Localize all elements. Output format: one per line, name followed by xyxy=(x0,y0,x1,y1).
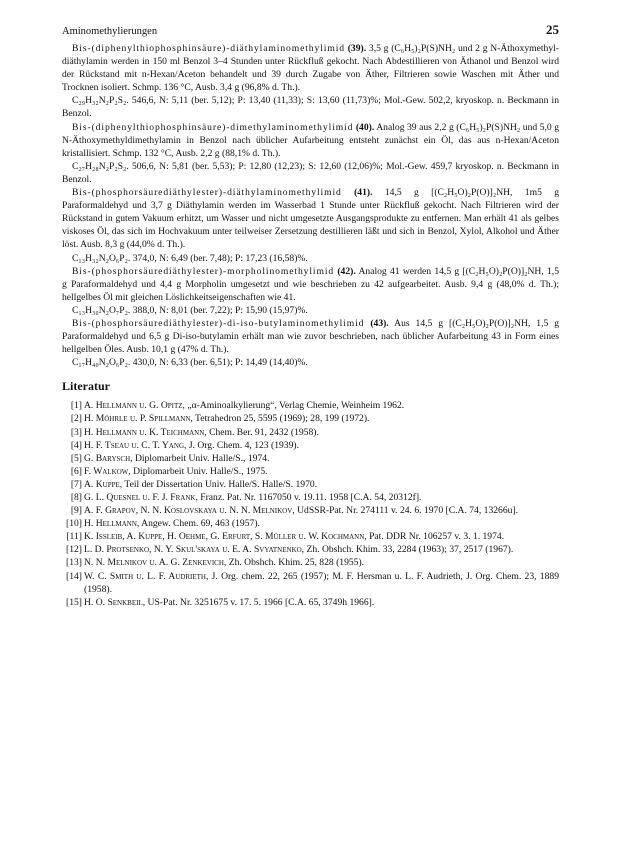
compound-procedure: 14,5 g [(C₂H₅O)₂P(O)]₂NH, 1m5 g Paraformaldehyd und 3,7 g Diäthylamin werden im Wasserbad 1 Stunde unter Rückfluß gekocht. Nach Filtrieren wird der Rückstand in gutem Vakuum erhitzt, um Wasser und nicht umgesetzte Ausgangsprodukte zu entfernen. Man erhält 41 als gelbes viskoses Öl, das sich im Hochvakuum unter teilweiser Zersetzung destillieren läßt und sich in Benzol, Xylol, Alkohol und Äther löst. Ausb. 8,3 g (44,0% d. Th.). xyxy=(62,187,560,251)
reference-source: Chem. Ber. 91, 2432 (1958). xyxy=(209,426,319,438)
reference-list xyxy=(62,399,559,609)
reference-source: Zh. Obshch. Khim. 25, 828 (1955). xyxy=(228,557,365,569)
compound-procedure: Aus 14,5 g [(C₂H₅O)₂P(O)]₂NH, 1,5 g Paraformaldehyd und 6,5 g Di-iso-butylamin erhält man wie zuvor beschrieben, nach üblicher Aufarbeitung 43 in Form eines hellgelben Öles. Ausb. 10,1 g (47% d. Th.). xyxy=(62,317,560,356)
reference-source: Pat. DDR Nr. 106257 v. 3. 1. 1974. xyxy=(369,531,505,543)
reference-authors: G. Barysch, xyxy=(84,452,133,464)
reference-source: Diplomarbeit Univ. Halle/S., 1975. xyxy=(133,465,268,477)
reference-source: J. Org. chem. 22, 265 (1957); M. F. Hersman u. L. F. Audrieth, J. Org. Chem. 23, 1889 (1958). xyxy=(84,570,559,595)
reference-source: US-Pat. Nr. 3251675 v. 17. 5. 1966 [C.A. 65, 3749h 1966]. xyxy=(147,596,375,608)
compound-name: Bis-(phosphorsäurediäthylester)-morpholinomethylimid xyxy=(72,265,335,277)
reference-number: [7] xyxy=(70,478,82,490)
compound-paragraph xyxy=(62,42,559,94)
reference-number: [12] xyxy=(66,544,82,556)
reference-number: [4] xyxy=(70,439,82,451)
compound-name: Bis-(diphenylthiophosphinsäure)-diäthylaminomethylimid xyxy=(72,43,345,54)
reference-source: Zh. Obshch. Khim. 33, 2284 (1963); 37, 2517 (1967). xyxy=(306,544,514,556)
reference-number: [13] xyxy=(66,557,82,569)
compound-number: (39). xyxy=(347,43,367,54)
reference-number: [9] xyxy=(70,505,82,517)
reference-number: [8] xyxy=(70,492,82,503)
reference-source: Franz. Pat. Nr. 1167050 v. 19.11. 1958 [C.A. 54, 20312f]. xyxy=(200,492,422,503)
reference-authors: H. F. Tseau u. C. T. Yang, xyxy=(84,439,187,451)
compound-name: Bis-(phosphorsäurediäthylester)-di-iso-butylaminomethylimid xyxy=(72,317,365,329)
compound-name: Bis-(phosphorsäurediäthylester)-diäthylaminomethylimid xyxy=(72,187,342,199)
reference-item xyxy=(62,517,559,530)
compound-analysis: C₁₇H₄₀N₂O₆P₂. 430,0, N: 6,33 (ber. 6,51); P: 14,49 (14,40)%. xyxy=(72,357,308,369)
reference-item xyxy=(62,426,559,439)
reference-item xyxy=(62,504,559,517)
compound-number: (40). xyxy=(355,121,375,133)
reference-authors: H. Hellmann, xyxy=(84,518,140,530)
reference-number: [14] xyxy=(66,570,82,582)
reference-authors: N. N. Melnikov u. A. G. Zenkevich, xyxy=(84,557,227,569)
compound-analysis: C₂₉H₃₂N₂P₂S₂. 546,6, N: 5,11 (ber. 5,12); P: 13,40 (11,33); S: 13,60 (11,73)%; Mol.-Gew. 502,2, kryoskop. n. Beckmann in Benzol. xyxy=(62,95,559,120)
reference-authors: A. Kuppe, xyxy=(84,478,123,490)
reference-item xyxy=(62,530,559,543)
reference-authors: H. Hellmann u. K. Teichmann, xyxy=(84,426,207,438)
reference-authors: F. Walkow, xyxy=(84,465,131,477)
reference-item xyxy=(62,556,559,569)
reference-authors: G. L. Quesnel u. F. J. Frank, xyxy=(84,492,198,503)
reference-source: Teil der Dissertation Univ. Halle/S. Halle/S. 1970. xyxy=(124,478,318,490)
reference-number: [10] xyxy=(66,518,82,530)
reference-item xyxy=(62,543,559,556)
literature-heading: Literatur xyxy=(62,379,110,394)
reference-number: [5] xyxy=(70,452,82,464)
page-number: 25 xyxy=(546,22,559,37)
reference-item xyxy=(62,596,559,609)
compound-procedure: Analog 41 werden 14,5 g [(C₂H₅O)₂P(O)]₂NH, 1,5 g Paraformaldehyd und 4,4 g Morpholin umgesetzt und wie beschrieben zu 42 aufgearbeitet. Ausb. 9,4 g (48,0% d. Th.); hellgelbes Öl mit gleichen Löslichkeitseigenschaften wie 41. xyxy=(62,265,559,303)
reference-item xyxy=(62,570,559,596)
reference-item xyxy=(62,439,559,452)
compound-name: Bis-(diphenylthiophosphinsäure)-dimethylaminomethylimid xyxy=(72,121,354,133)
compound-number: (41). xyxy=(354,187,373,199)
reference-item xyxy=(62,399,559,412)
compound-number: (43). xyxy=(370,317,389,329)
compound-paragraph xyxy=(62,317,559,356)
reference-item xyxy=(62,452,559,465)
reference-authors: A. Hellmann u. G. Opitz, xyxy=(84,400,185,412)
reference-source: J. Org. Chem. 4, 123 (1939). xyxy=(188,439,299,451)
compound-paragraph xyxy=(62,121,559,160)
reference-source: „α-Aminoalkylierung“, Verlag Chemie, Weinheim 1962. xyxy=(187,400,405,412)
compound-procedure: Analog 39 aus 2,2 g (C₆H₅)₂P(S)NH₂ und 5,0 g N-Äthoxymethyldimethylamin in Benzol nach üblicher Aufarbeitung entsteht zunächst ein Öl, das aus n-Hexan/Aceton kristallisiert. Schmp. 132 °C, Ausb. 2,2 g (88,1% d. Th.). xyxy=(62,121,560,159)
reference-authors: H. O. Senkbeil, xyxy=(84,596,146,608)
reference-item xyxy=(62,478,559,491)
reference-item xyxy=(62,491,559,504)
compound-analysis: C₁₃H₃₀N₂O₇P₂. 388,0, N: 8,01 (ber. 7,22); P: 15,90 (15,97)%. xyxy=(72,304,308,316)
compound-paragraph xyxy=(62,186,559,251)
reference-number: [2] xyxy=(70,413,82,425)
reference-authors: K. Issleib, A. Kuppe, H. Oehme, G. Erfurt, S. Müller u. W. Kochmann, xyxy=(84,531,367,543)
reference-authors: L. D. Protsenko, N. Y. Skul'skaya u. E. A. Svyatnenko, xyxy=(84,544,305,556)
compound-analysis: C₁₃H₃₂N₂O₆P₂. 374,0, N: 6,49 (ber. 7,48); P: 17,23 (16,58)%. xyxy=(72,252,308,264)
reference-source: Angew. Chem. 69, 463 (1957). xyxy=(141,518,260,530)
reference-item xyxy=(62,465,559,478)
reference-source: Diplomarbeit Univ. Halle/S., 1974. xyxy=(134,452,270,464)
running-header xyxy=(62,22,559,42)
reference-number: [15] xyxy=(66,596,82,608)
compound-procedure: 3,5 g (C₆H₅)₂P(S)NH₂ und 2 g N-Äthoxymethyl-diäthylamin werden in 150 ml Benzol 3–4 Stunden unter Rückfluß gekocht. Nach Abdestillieren von Äthanol und Benzol wird der Rückstand mit n-Hexan/Aceton behandelt und 39 durch Zugabe von Äther, Filtrieren sowie Waschen mit Äther und Trocknen isoliert. Schmp. 136 °C, Ausb. 3,4 g (96,8% d. Th.). xyxy=(62,43,559,94)
compound-number: (42). xyxy=(337,265,356,277)
reference-source: Tetrahedron 25, 5595 (1969); 28, 199 (1972). xyxy=(195,413,370,425)
reference-authors: W. C. Smith u. L. F. Audrieth, xyxy=(84,570,209,582)
reference-authors: H. Möhrle u. P. Spillmann, xyxy=(84,413,193,425)
reference-source: UdSSR-Pat. Nr. 274111 v. 24. 6. 1970 [C.A. 74, 13266u]. xyxy=(297,505,519,517)
running-title: Aminomethylierungen xyxy=(62,26,158,37)
reference-number: [1] xyxy=(70,400,82,412)
reference-authors: A. F. Grapov, N. N. Koslovskaya u. N. N. Melnikov, xyxy=(84,505,295,517)
reference-number: [3] xyxy=(70,426,82,438)
reference-number: [11] xyxy=(66,531,82,543)
compound-paragraph xyxy=(62,265,559,304)
reference-item xyxy=(62,412,559,425)
compound-analysis: C₂₇H₂₈N₂P₂S₂. 506,6, N: 5,81 (ber. 5,53); P: 12,80 (12,23); S: 12,60 (12,06)%; Mol.-Gew. 459,7 kryoskop. n. Beckmann in Benzol. xyxy=(62,160,559,185)
experimental-section xyxy=(62,42,559,369)
page xyxy=(62,22,559,609)
reference-number: [6] xyxy=(70,465,82,477)
